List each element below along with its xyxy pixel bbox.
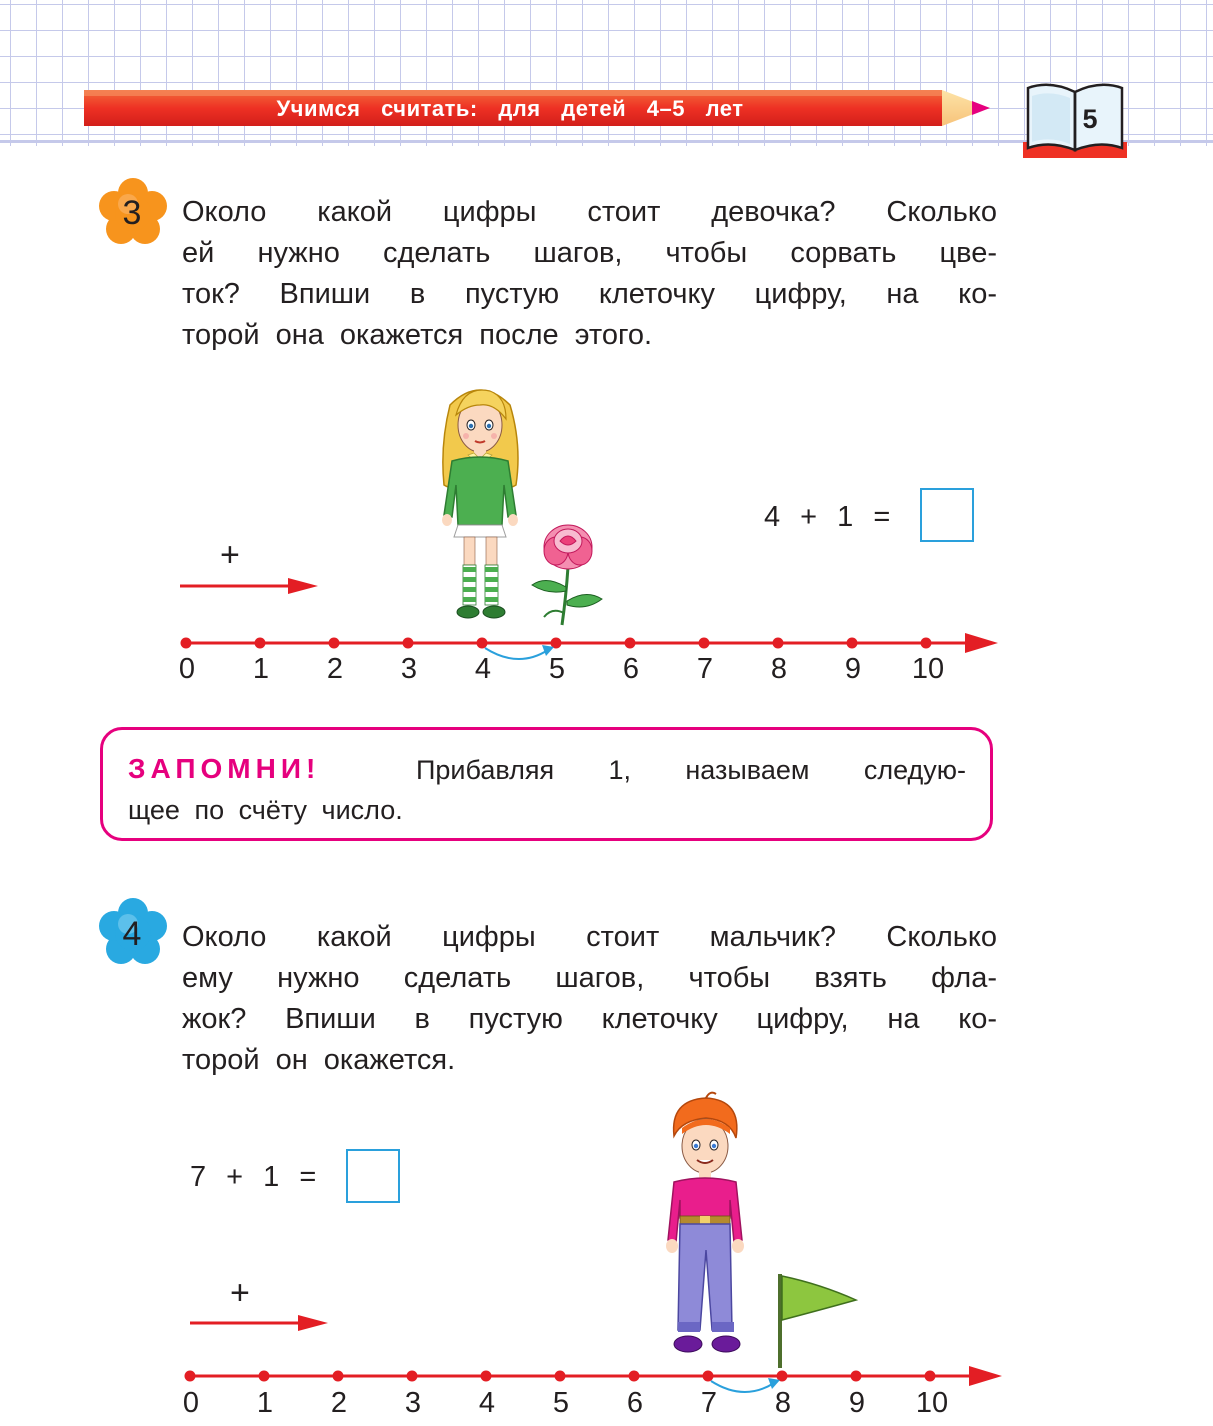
task4-number-label: 10	[915, 1387, 949, 1419]
number-line-point	[925, 1371, 936, 1382]
task3-direction-arrow	[180, 576, 320, 596]
task4-number-label: 3	[404, 1387, 422, 1419]
header-title: Учимся считать: для детей 4–5 лет	[276, 96, 744, 121]
task4-answer-box[interactable]	[346, 1149, 400, 1203]
task3-line: ток? Впиши в пустую клеточку цифру, на ко-	[182, 278, 997, 310]
task3-number-label: 0	[178, 653, 196, 685]
number-line-point	[185, 1371, 196, 1382]
task4-number: 4	[122, 915, 142, 953]
task3-answer-box[interactable]	[920, 488, 974, 542]
task3-number-label: 5	[548, 653, 566, 685]
task3-text	[182, 192, 997, 356]
number-line-point	[259, 1371, 270, 1382]
remember-line: Прибавляя 1, называем следую-	[416, 755, 966, 785]
task4-line: Около какой цифры стоит мальчик? Сколько	[182, 921, 997, 953]
task3-number-label: 1	[252, 653, 270, 685]
page-number: 5	[1082, 104, 1098, 134]
task3-line: ей нужно сделать шагов, чтобы сорвать цве-	[182, 237, 997, 269]
remember-line: щее по счёту число.	[128, 795, 403, 825]
task3-number-label: 4	[474, 653, 492, 685]
task4-plus-sign: +	[230, 1274, 250, 1312]
number-line-point	[255, 638, 266, 649]
task3-number-label: 3	[400, 653, 418, 685]
number-line-point	[407, 1371, 418, 1382]
task3-number: 3	[122, 194, 142, 232]
task4-text	[182, 917, 997, 1081]
task3-number-line	[170, 625, 1000, 665]
number-line-point	[629, 1371, 640, 1382]
task4-number-line	[174, 1358, 1004, 1398]
number-line-point	[921, 638, 932, 649]
number-line-point	[703, 1371, 714, 1382]
task3-number-label: 7	[696, 653, 714, 685]
task4-number-label: 5	[552, 1387, 570, 1419]
task4-number-label: 7	[700, 1387, 718, 1419]
task3-number-label: 10	[911, 653, 945, 685]
task3-line: торой она окажется после этого.	[182, 319, 653, 351]
task4-line: жок? Впиши в пустую клеточку цифру, на ко-	[182, 1003, 997, 1035]
task4-number-label: 9	[848, 1387, 866, 1419]
number-line-point	[333, 1371, 344, 1382]
task4-line: торой он окажется.	[182, 1044, 456, 1076]
task4-number-label: 4	[478, 1387, 496, 1419]
number-line-point	[847, 638, 858, 649]
boy-illustration	[650, 1090, 760, 1366]
task3-line: Около какой цифры стоит девочка? Сколько	[182, 196, 997, 228]
number-line-point	[481, 1371, 492, 1382]
task3-plus-sign: +	[220, 536, 240, 574]
task4-line: ему нужно сделать шагов, чтобы взять фла-	[182, 962, 997, 994]
number-line-point	[555, 1371, 566, 1382]
task4-direction-arrow	[190, 1313, 330, 1333]
number-line-point	[851, 1371, 862, 1382]
task3-number-label: 9	[844, 653, 862, 685]
number-line-point	[699, 638, 710, 649]
task4-number-label: 0	[182, 1387, 200, 1419]
task4-number-label: 6	[626, 1387, 644, 1419]
number-line-point	[181, 638, 192, 649]
task3-number-label: 8	[770, 653, 788, 685]
green-flag-illustration	[770, 1270, 860, 1370]
girl-illustration	[430, 375, 530, 625]
number-line-point	[625, 638, 636, 649]
remember-heading: ЗАПОМНИ!	[128, 753, 321, 784]
task4-equation: 7 + 1 =	[190, 1161, 317, 1193]
task4-number-label: 8	[774, 1387, 792, 1419]
number-line-point	[773, 638, 784, 649]
number-line-point	[403, 638, 414, 649]
task3-number-label: 2	[326, 653, 344, 685]
task3-number-label: 6	[622, 653, 640, 685]
number-line-point	[477, 638, 488, 649]
task4-number-label: 2	[330, 1387, 348, 1419]
task3-equation: 4 + 1 =	[764, 501, 891, 533]
rose-illustration	[526, 517, 608, 627]
task4-number-label: 1	[256, 1387, 274, 1419]
number-line-point	[329, 638, 340, 649]
